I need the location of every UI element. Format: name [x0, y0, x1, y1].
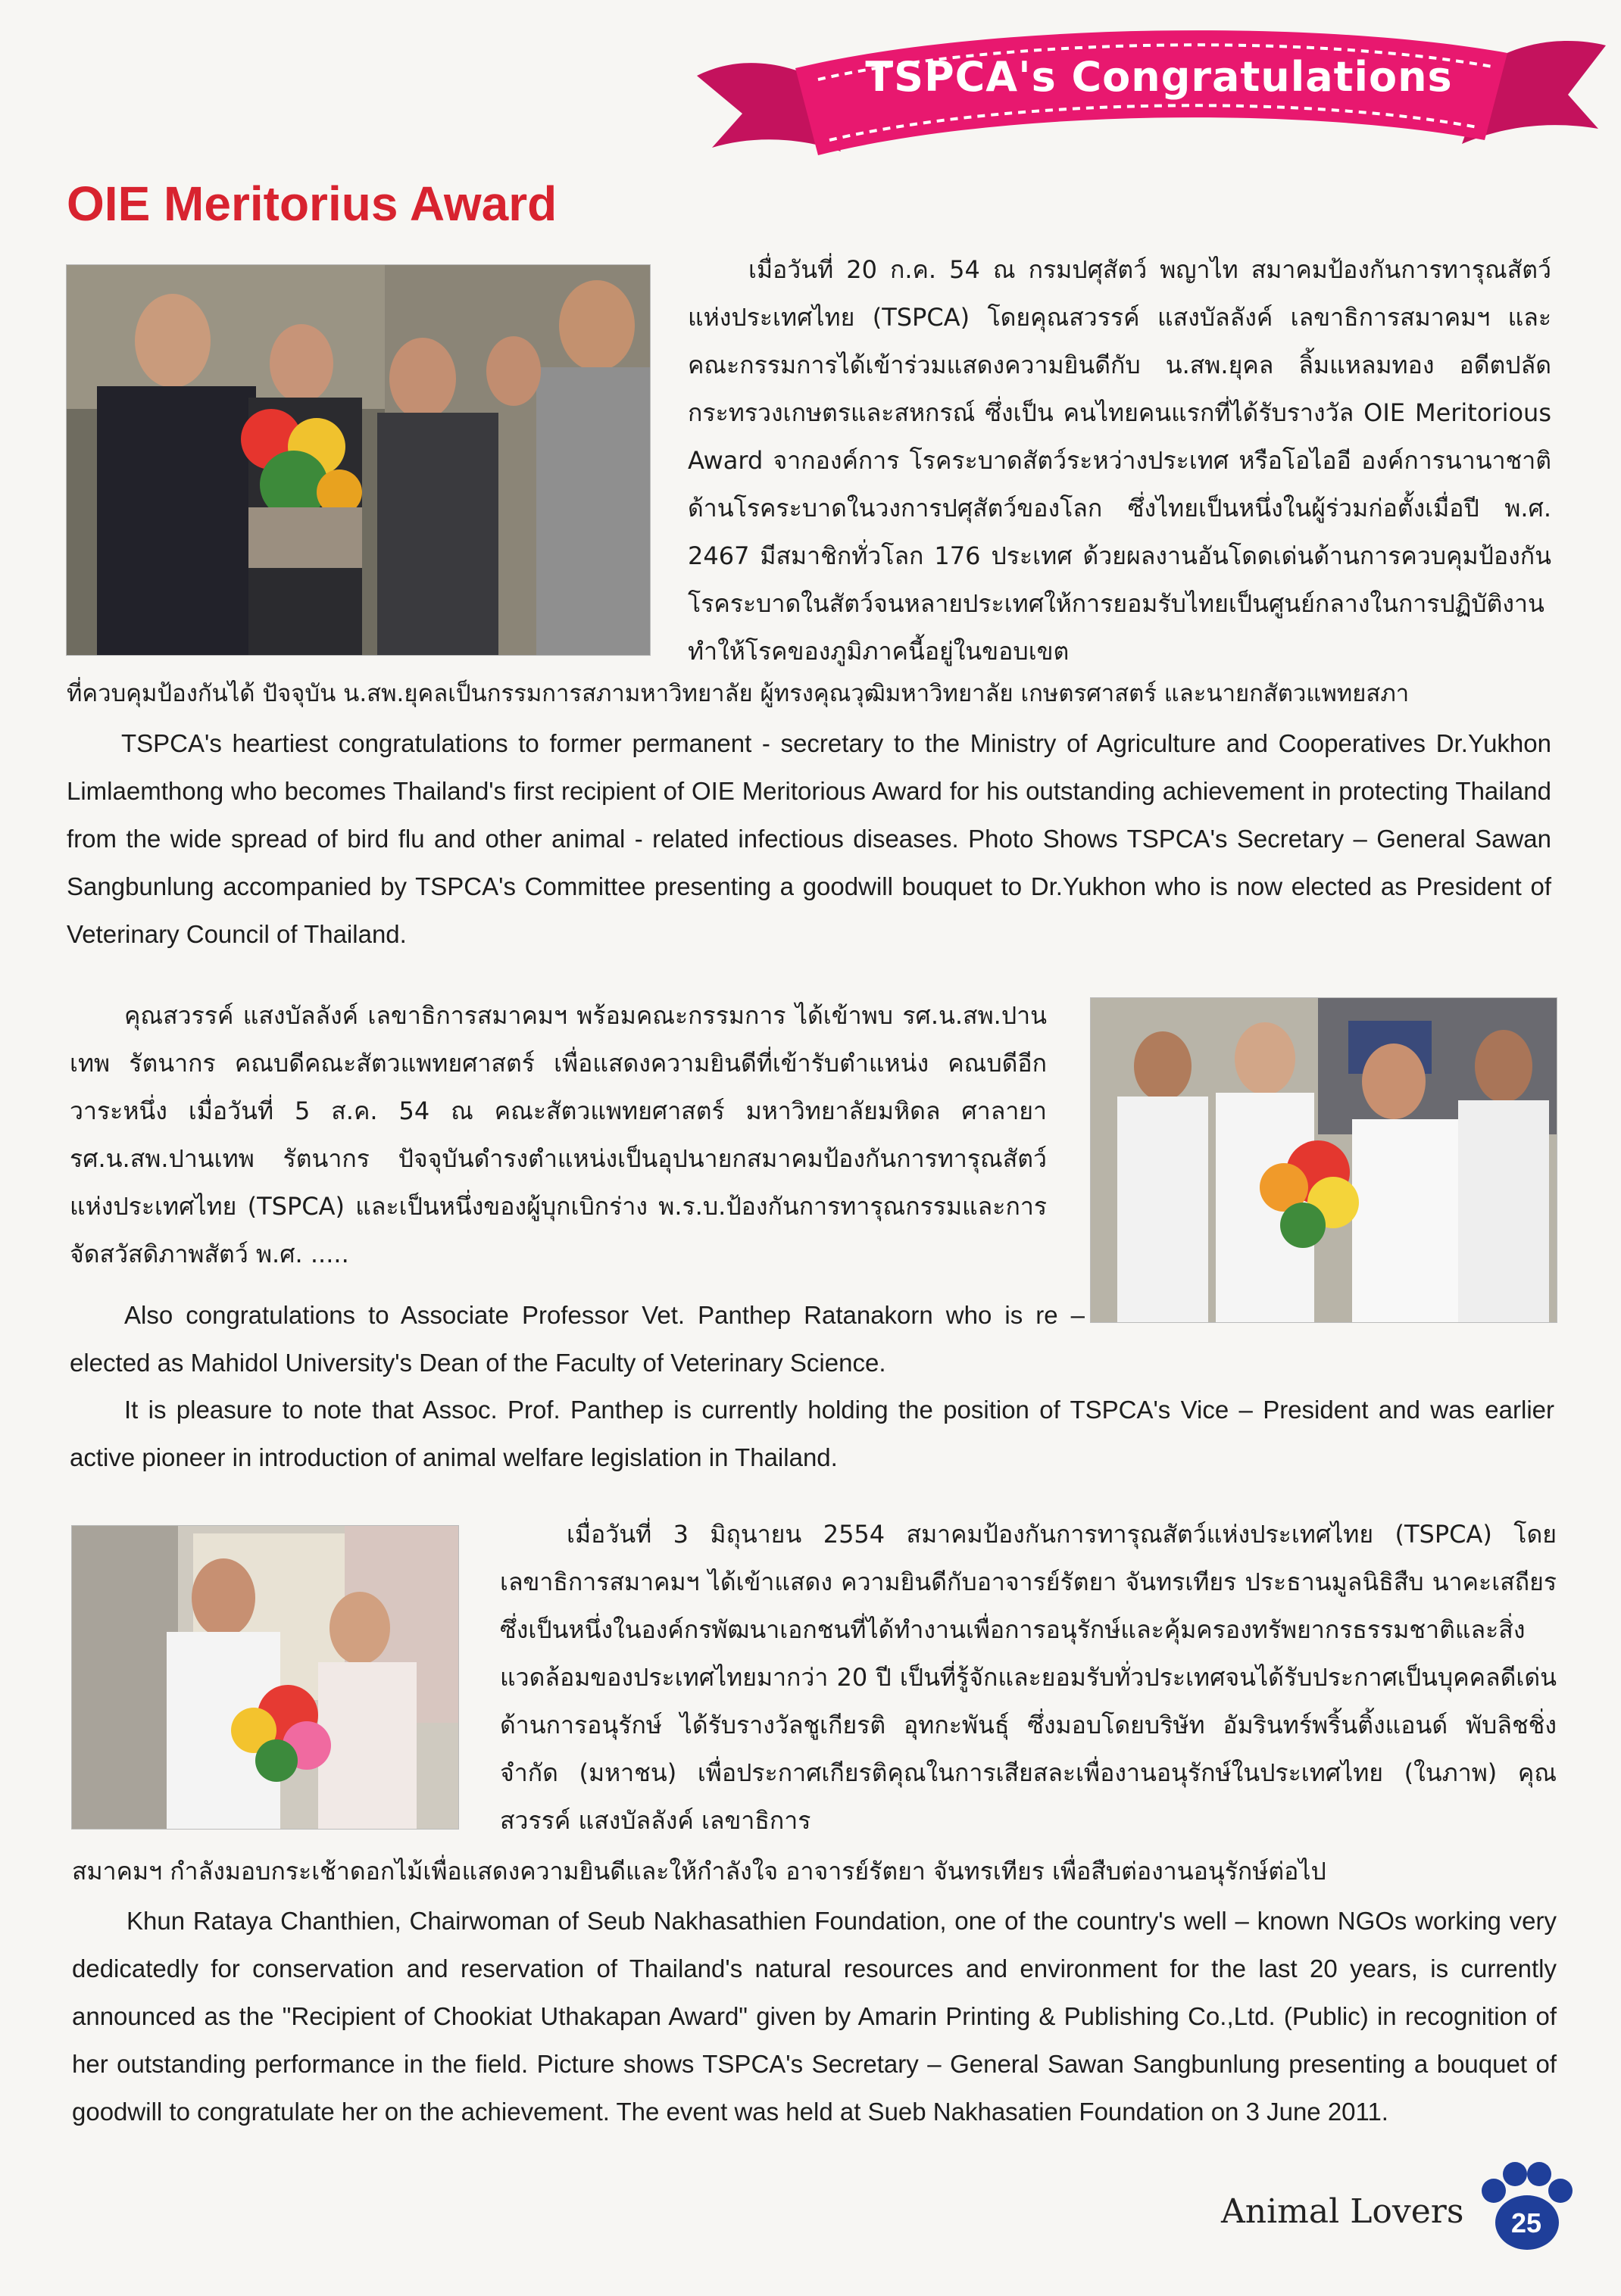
section2-english-2: It is pleasure to note that Assoc. Prof. Panthep is currently holding the position of TSPCA's Vice – President and was earlier active pioneer in introduction of animal welfare legislation in Thailand.	[70, 1396, 1554, 1471]
section3-english: Khun Rataya Chanthien, Chairwoman of Seub Nakhasathien Foundation, one of the country's well – known NGOs working very dedicatedly for conservation and reservation of Thailand's natural resources and environment for the last 20 years, is currently announced as the "Recipient of Chookiat Uthakapan Award" given by Amarin Printing & Publishing Co.,Ltd. (Public) in recognition of her outstanding performance in the field. Picture shows TSPCA's Secretary – General Sawan Sangbunlung presenting a bouquet of goodwill to congratulate her on the achievement. The event was held at Sueb Nakhasatien Foundation on 3 June 2011.	[72, 1907, 1557, 2126]
section1-english: TSPCA's heartiest congratulations to former permanent - secretary to the Ministry of Agriculture and Cooperatives Dr.Yukhon Limlaemthong who becomes Thailand's first recipient of OIE Meritorious Award for his outstanding achievement in protecting Thailand from the wide spread of bird flu and other animal - related infectious diseases. Photo Shows TSPCA's Secretary – General Sawan Sangbunlung accompanied by TSPCA's Committee presenting a goodwill bouquet to Dr.Yukhon who is now elected as President of Veterinary Council of Thailand.	[67, 729, 1551, 948]
banner-title: TSPCA's Congratulations	[865, 53, 1453, 101]
banner-ribbon	[682, 15, 1621, 189]
section3-thai-wrapped: เมื่อวันที่ 3 มิถุนายน 2554 สมาคมป้องกันการทารุณสัตว์แห่งประเทศไทย (TSPCA) โดยเลขาธิการสมาคมฯ ได้เข้าแสดง ความยินดีกับอาจารย์รัตยา จันทรเทียร ประธานมูลนิธิสืบ นาคะเสถียร ซึ่งเป็นหนึ่งในองค์กรพัฒนาเอกชนที่ได้ทำงานเพื่อการอนุรักษ์และคุ้มครองทรัพยากรธรรมชาติและสิ่งแวดล้อมของประเทศไทยมากว่า 20 ปี เป็นที่รู้จักและยอมรับทั่วประเทศจนได้รับประกาศเป็นบุคคลดีเด่นด้านการอนุรักษ์ ได้รับรางวัลชูเกียรติ อุทกะพันธุ์ ซึ่งมอบโดยบริษัท อัมรินทร์พริ้นติ้งแอนด์ พับลิชชิ่ง จำกัด (มหาชน) เพื่อประกาศเกียรติคุณในการเสียสละเพื่องานอนุรักษ์ในประเทศไทย (ในภาพ) คุณสวรรค์ แสงบัลลังค์ เลขาธิการ	[500, 1520, 1557, 1835]
magazine-name: Animal Lovers	[1221, 2192, 1464, 2231]
photo-dean-congratulation	[1091, 998, 1557, 1322]
article-title: OIE Meritorius Award	[67, 176, 558, 231]
photo-foundation-bouquet	[72, 1526, 458, 1829]
ribbon-graphic	[682, 15, 1621, 189]
section2-thai: คุณสวรรค์ แสงบัลลังค์ เลขาธิการสมาคมฯ พร้อมคณะกรรมการ ได้เข้าพบ รศ.น.สพ.ปานเทพ รัตนากร คณบดีคณะสัตวแพทยศาสตร์ เพื่อแสดงความยินดีที่เข้ารับตำแหน่ง คณบดีอีกวาระหนึ่ง เมื่อวันที่ 5 ส.ค. 54 ณ คณะสัตวแพทยศาสตร์ มหาวิทยาลัยมหิดล ศาลายา รศ.น.สพ.ปานเทพ รัตนากร ปัจจุบันดำรงตำแหน่งเป็นอุปนายกสมาคมป้องกันการทารุณสัตว์แห่งประเทศไทย (TSPCA) และเป็นหนึ่งของผู้บุกเบิกร่าง พ.ร.บ.ป้องกันการทารุณกรรมและการจัดสวัสดิภาพสัตว์ พ.ศ. .....	[70, 1001, 1047, 1268]
section2-english-1: Also congratulations to Associate Professor Vet. Panthep Ratanakorn who is re – elected as Mahidol University's Dean of the Faculty of Veterinary Science.	[70, 1301, 1085, 1377]
section1-thai-full: ที่ควบคุมป้องกันได้ ปัจจุบัน น.สพ.ยุคลเป็นกรรมการสภามหาวิทยาลัย ผู้ทรงคุณวุฒิมหาวิทยาลัย เกษตรศาสตร์ และนายกสัตวแพทยสภา	[67, 680, 1410, 707]
section1-thai-wrapped: เมื่อวันที่ 20 ก.ค. 54 ณ กรมปศุสัตว์ พญาไท สมาคมป้องกันการทารุณสัตว์แห่งประเทศไทย (TSPCA) โดยคุณสวรรค์ แสงบัลลังค์ เลขาธิการสมาคมฯ และคณะกรรมการได้เข้าร่วมแสดงความยินดีกับ น.สพ.ยุคล ลิ้มแหลมทอง อดีตปลัดกระทรวงเกษตรและสหกรณ์ ซึ่งเป็น คนไทยคนแรกที่ได้รับรางวัล OIE Meritorious Award จากองค์การ โรคระบาดสัตว์ระหว่างประเทศ หรือโอไออี องค์การนานาชาติด้านโรคระบาดในวงการปศุสัตว์ของโลก ซึ่งไทยเป็นหนึ่งในผู้ร่วมก่อตั้งเมื่อปี พ.ศ. 2467 มีสมาชิกทั่วโลก 176 ประเทศ ด้วยผลงานอันโดดเด่นด้านการควบคุมป้องกันโรคระบาดในสัตว์จนหลายประเทศให้การยอมรับไทยเป็นศูนย์กลางในการปฏิบัติงานทำให้โรคของภูมิภาคนี้อยู่ในขอบเขต	[688, 255, 1551, 666]
photo-award-ceremony	[67, 265, 650, 655]
page-number: 25	[1510, 2207, 1542, 2238]
paw-icon	[1477, 2162, 1576, 2253]
section3-thai-full: สมาคมฯ กำลังมอบกระเช้าดอกไม้เพื่อแสดงความยินดีและให้กำลังใจ อาจารย์รัตยา จันทรเทียร เพื่อสืบต่องานอนุรักษ์ต่อไป	[72, 1857, 1326, 1886]
